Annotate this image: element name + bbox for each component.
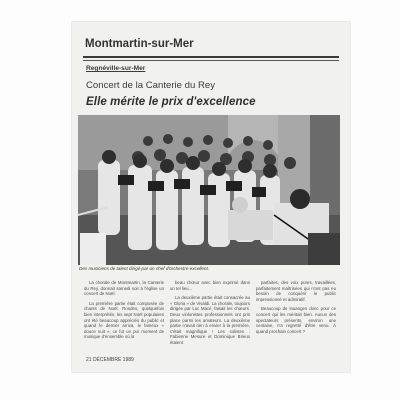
choir-photo (78, 115, 340, 265)
paragraph: La deuxième partie était consacrée au « Gloria » de Vivaldi. La chorale, toujours dirigée par Luc Macé, faisait les chœurs. Deux violonistes professionnels ont pris place parmi les amateurs. La deuxième partie n'avait rien à envier à la première, c'était magnifique ! Les solistes : Fabienne Mesure et Dominique Brieux étaient (170, 295, 250, 345)
article-column-3 (256, 280, 336, 350)
article-column-2 (170, 280, 250, 350)
photo-caption: Des musiciens de talent dirigé par un chef d'orchestre excellent. (79, 266, 210, 271)
paragraph: parfaites, des voix pures, travaillées, parfaitement maîtrisées qui n'ont pas eu besoin de conquérir le public impressionné et admiratif. (256, 280, 336, 302)
article-column-1 (84, 280, 164, 350)
heading-rule-thin (83, 60, 339, 61)
article-body (84, 280, 336, 350)
paragraph: Beaucoup de louanges donc pour ce concert qui les méritait bien. Aucun des spectateurs présents, environ une centaine, n'a regretté d'être venu. À quand prochain concert ? (256, 306, 336, 334)
subtown-label: Regnéville-sur-Mer (86, 65, 146, 72)
heading-rule (83, 56, 339, 58)
article-kicker: Concert de la Canterie du Rey (86, 80, 216, 91)
paragraph: La chorale de Montmartin, la Canterie du Rey, donnait samedi soir à l'église un concert de Noël. (84, 280, 164, 297)
town-heading: Montmartin-sur-Mer (85, 38, 194, 50)
publication-date: 21 DÉCEMBRE 1989 (86, 357, 134, 363)
article-headline: Elle mérite le prix d'excellence (86, 96, 256, 108)
paragraph: beau chœur avec bien exprimé dans un tel lieu... (170, 280, 250, 291)
choir-photo-illustration (78, 115, 340, 265)
paragraph: La première partie était composée de chants de Noël. Rondes, quelquefois bien interprétés, les sept Noël populaires ont été beaucoup appréciés du public et quand le dernier arriva, le fameux « douce nuit », ce fut un pur moment de musique d'ensemble où la (84, 300, 164, 340)
